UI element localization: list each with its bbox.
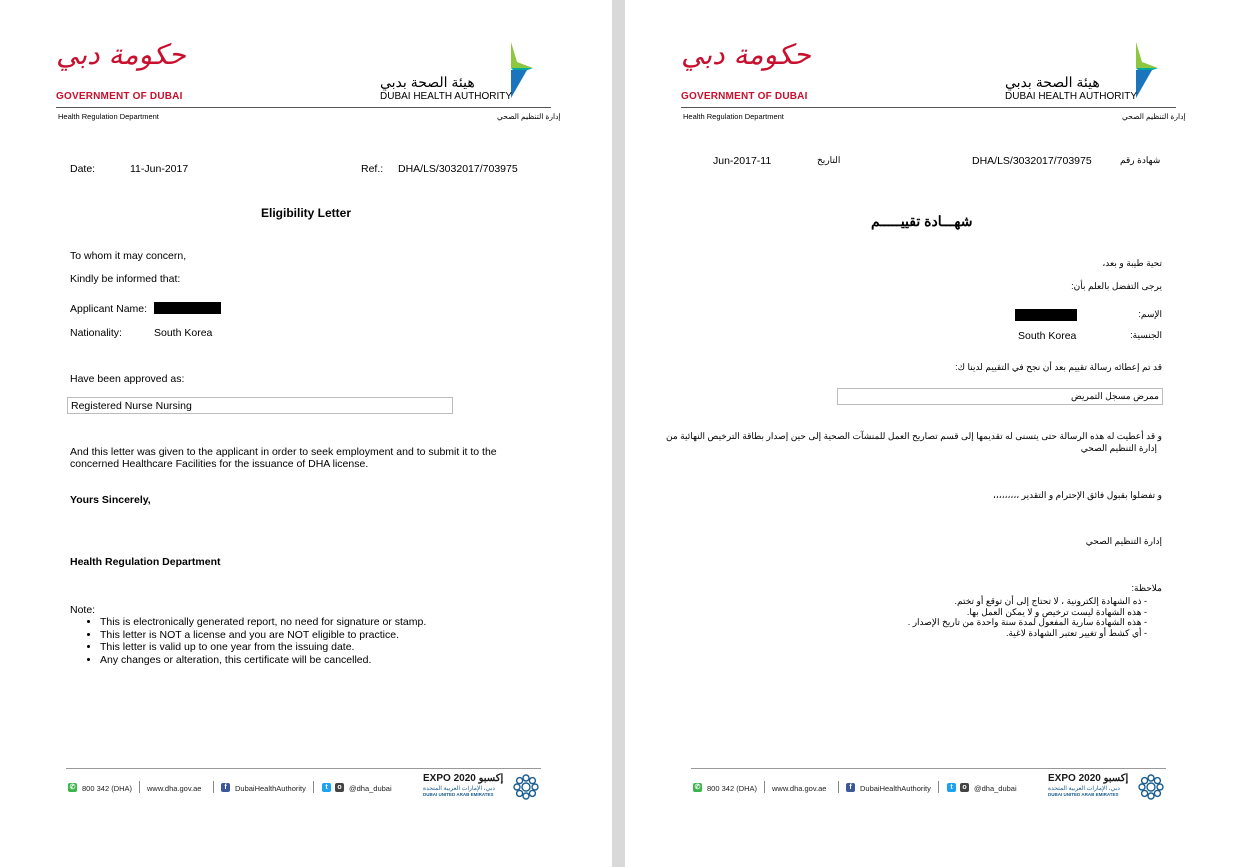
date-label: Date: [70,163,96,175]
closing: و تفضلوا بقبول فائق الإحترام و التقدير ،،،،،،،،، [992,490,1162,500]
footer-separator [139,781,140,793]
footer-separator [838,781,839,793]
header-divider [681,107,1176,108]
note-item: • This letter is NOT a license and you are NOT eligible to practice. [100,629,426,642]
ref-value: DHA/LS/3032017/703975 [398,163,518,175]
expo-english: EXPO 2020 [1048,773,1101,784]
footer-separator [938,781,939,793]
expo-emblem-icon [1137,773,1165,801]
approved-as-box [837,388,1163,405]
government-of-dubai-arabic-logo: حكومة دبي [56,38,186,71]
expo-sub-english: DUBAI UNITED ARAB EMIRATES [423,792,494,797]
signature: Health Regulation Department [70,556,221,568]
instagram-icon: o [335,783,344,792]
arabic-letter-page [625,0,1237,867]
note-item: - ذه الشهادة إلكترونية ، لا تحتاج إلى أن توقع أو تختم. [954,596,1147,606]
nationality-value: South Korea [154,327,213,339]
ref-value: DHA/LS/3032017/703975 [972,155,1092,167]
dept-arabic: إدارة التنظيم الصحي [497,112,561,121]
expo-arabic: إكسبو [1103,773,1129,784]
government-of-dubai-arabic-logo: حكومة دبي [681,38,811,71]
government-of-dubai-label: GOVERNMENT OF DUBAI [56,91,183,102]
date-label: التاريخ [817,155,841,165]
intro-text: Kindly be informed that: [70,273,181,285]
approved-as-value: ممرض مسجل التمريض [1070,391,1159,401]
expo-sub-arabic: دبي، الإمارات العربية المتحدة [423,786,495,792]
approved-as-value: Registered Nurse Nursing [71,400,192,412]
footer-separator [313,781,314,793]
phone-icon: ✆ [694,784,701,791]
footer-facebook: DubaiHealthAuthority [235,784,306,793]
expo-arabic: إكسبو [478,773,504,784]
expo-emblem-icon [512,773,540,801]
note-item: - أي كشط أو تغيير تعتبر الشهادة لاغية. [1005,627,1147,638]
twitter-icon: t [322,783,331,792]
body-line-1: و قد أعطيت له هذه الرسالة حتى يتسنى له تقديمها إلى قسم تصاريح العمل للمنشآت الصحية إلى حين إصدار بطاقة الترخيص النهائية من [665,431,1162,441]
notes-list [847,596,1147,638]
dha-arabic-name: هيئة الصحة بدبي [380,74,475,90]
government-of-dubai-label: GOVERNMENT OF DUBAI [681,91,808,102]
twitter-icon: t [947,783,956,792]
footer-phone: 800 342 (DHA) [82,784,133,793]
footer-phone: 800 342 (DHA) [707,784,758,793]
expo-logo-text [1048,773,1128,784]
ref-label: شهادة رقم [1120,155,1161,165]
phone-icon: ✆ [69,784,76,791]
note-item: • Any changes or alteration, this certificate will be cancelled. [100,654,426,667]
note-item: - هذه الشهادة ليست ترخيص و لا يمكن العمل بها. [966,606,1147,617]
body-line-2: concerned Healthcare Facilities for the issuance of DHA license. [70,458,369,470]
footer-facebook: DubaiHealthAuthority [860,784,931,793]
header-divider [56,107,551,108]
applicant-name-label: Applicant Name: [70,303,148,315]
date-value: 11-Jun-2017 [130,163,189,175]
footer-separator [213,781,214,793]
closing: Yours Sincerely, [70,494,151,506]
footer-separator [764,781,765,793]
note-item: • This is electronically generated report, no need for signature or stamp. [100,616,426,629]
facebook-icon: f [846,783,855,792]
expo-sub-arabic: دبي، الإمارات العربية المتحدة [1048,786,1120,792]
footer-divider [66,768,541,769]
facebook-icon: f [221,783,230,792]
notes-list [70,616,426,666]
page-title: شهـــادة تقييـــــم [871,213,973,229]
dept-english: Health Regulation Department [58,112,159,121]
note-item: • This letter is valid up to one year from the issuing date. [100,641,426,654]
nationality-value: South Korea [1018,330,1077,342]
page-title: Eligibility Letter [260,206,351,220]
dept-english: Health Regulation Department [683,112,784,121]
dha-english-name: DUBAI HEALTH AUTHORITY [1005,91,1138,102]
expo-logo-text [423,773,503,784]
note-label: ملاحظة: [1131,583,1162,593]
intro-text: يرجى التفضل بالعلم بأن: [1071,281,1162,291]
footer-social: @dha_dubai [974,784,1017,793]
note-label: Note: [70,604,96,616]
english-letter-page [0,0,612,867]
footer-website[interactable]: www.dha.gov.ae [147,784,202,793]
approved-as-label: Have been approved as: [70,373,185,385]
greeting: To whom it may concern, [70,250,187,262]
nationality-label: الجنسية: [1130,330,1162,340]
redacted-applicant-name [154,302,221,314]
dha-english-name: DUBAI HEALTH AUTHORITY [380,91,513,102]
greeting: تحية طيبة و بعد، [1102,258,1162,268]
date-value: Jun-2017-11 [713,155,772,167]
ref-label: Ref.: [361,163,384,175]
signature: إدارة التنظيم الصحي [1085,536,1162,546]
nationality-label: Nationality: [70,327,122,339]
expo-english: EXPO 2020 [423,773,476,784]
instagram-icon: o [960,783,969,792]
approved-as-box [67,397,453,414]
name-label: الإسم: [1138,309,1162,319]
note-item: - هذه الشهادة سارية المفعول لمدة سنة واحدة من تاريخ الإصدار . [907,617,1147,627]
footer-divider [691,768,1166,769]
dha-arabic-name: هيئة الصحة بدبي [1005,74,1100,90]
body-line-2: إدارة التنظيم الصحي [1080,443,1157,453]
expo-sub-english: DUBAI UNITED ARAB EMIRATES [1048,792,1119,797]
body-line-1: And this letter was given to the applicant in order to seek employment and to submit it to the [70,446,497,458]
footer-social: @dha_dubai [349,784,392,793]
dept-arabic: إدارة التنظيم الصحي [1122,112,1186,121]
footer-website[interactable]: www.dha.gov.ae [772,784,827,793]
redacted-applicant-name [1015,309,1077,321]
approved-as-label: قد تم إعطائه رسالة تقييم بعد أن نجح في التقييم لدينا ك: [955,362,1162,372]
